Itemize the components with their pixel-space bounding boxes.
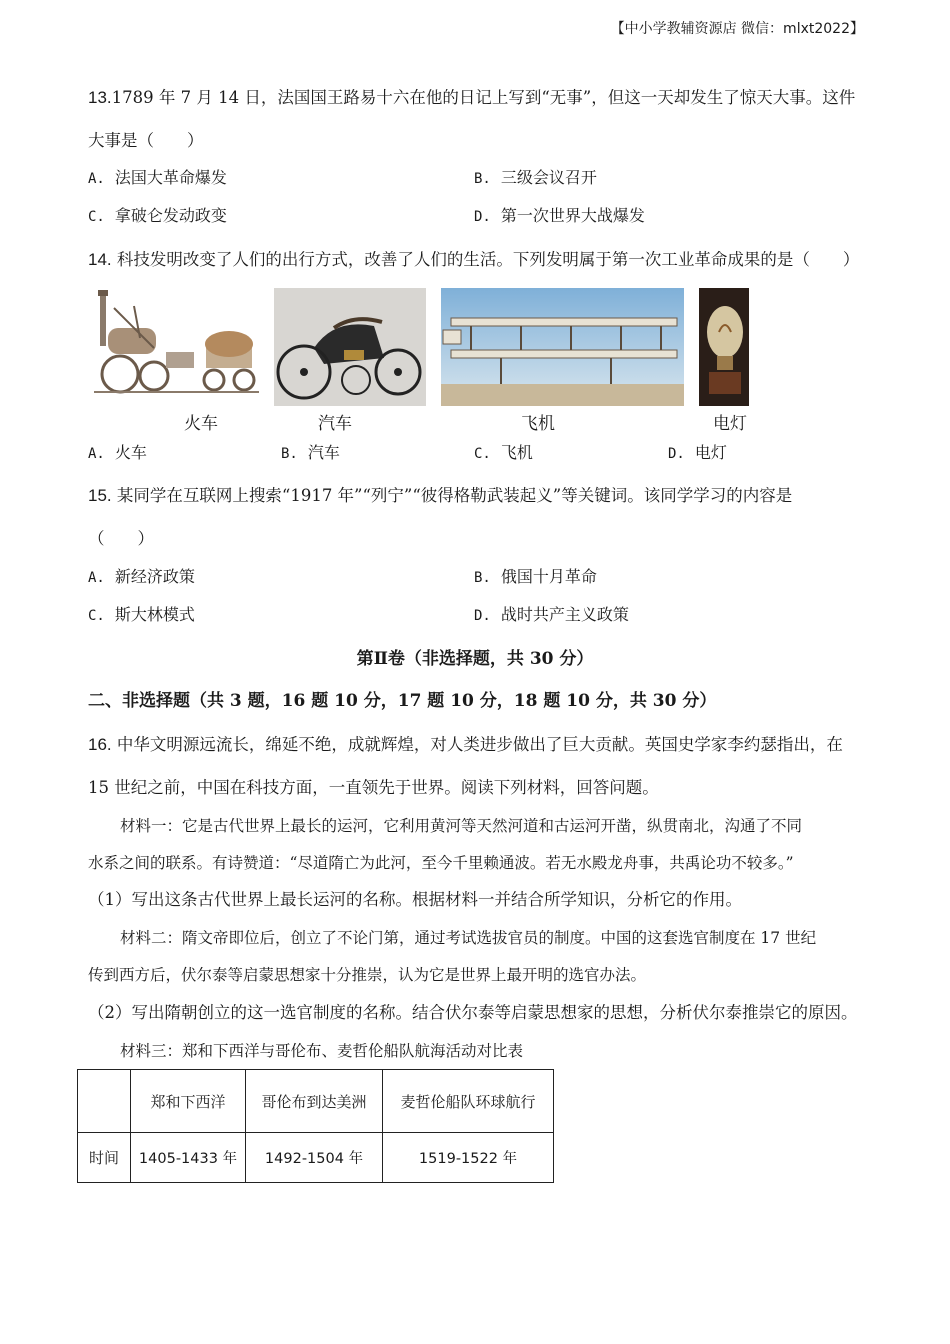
airplane-caption: 飞机 xyxy=(521,414,555,434)
section-title: 第Ⅱ卷（非选择题，共 30 分） xyxy=(356,649,594,669)
table-cell: 1492-1504 年 xyxy=(246,1133,383,1183)
train-image xyxy=(94,288,259,406)
option-d[interactable]: D. 第一次世界大战爆发 xyxy=(474,206,645,225)
question-16-line2: 15 世纪之前，中国在科技方面，一直领先于世界。阅读下列材料，回答问题。 xyxy=(88,778,659,797)
lightbulb-image xyxy=(699,288,749,406)
question-15-line2: （ ） xyxy=(88,529,154,548)
comparison-table xyxy=(77,1069,554,1183)
option-b[interactable]: B. 三级会议召开 xyxy=(474,168,597,187)
train-caption: 火车 xyxy=(184,414,218,434)
question-13-line2: 大事是（ ） xyxy=(88,131,204,150)
question-number: 16. xyxy=(88,735,112,754)
question-15 xyxy=(88,485,792,507)
table-header-row xyxy=(78,1070,554,1133)
table-header-cell: 郑和下西洋 xyxy=(131,1070,246,1133)
option-b[interactable]: B. 俄国十月革命 xyxy=(474,567,597,586)
option-b[interactable]: B. 汽车 xyxy=(281,443,340,462)
question-14 xyxy=(88,249,859,271)
lightbulb-caption: 电灯 xyxy=(713,414,747,434)
question-text: 1789 年 7 月 14 日，法国国王路易十六在他的日记上写到“无事”，但这一天却发生了惊天大事。这件 xyxy=(111,88,856,107)
question-number: 15. xyxy=(88,486,112,505)
material-2-line1: 材料二：隋文帝即位后，创立了不论门第，通过考试选拔官员的制度。中国的这套选官制度在 17 世纪 xyxy=(120,929,817,947)
table-row-label: 时间 xyxy=(78,1133,131,1183)
table-header-cell: 麦哲伦船队环球航行 xyxy=(383,1070,554,1133)
option-c[interactable]: C. 拿破仑发动政变 xyxy=(88,206,227,225)
question-13 xyxy=(88,87,855,109)
material-1-line1: 材料一：它是古代世界上最长的运河，它利用黄河等天然河道和古运河开凿，纵贯南北，沟通了不同 xyxy=(120,817,803,835)
question-text: 某同学在互联网上搜索“1917 年”“列宁”“彼得格勒武装起义”等关键词。该同学学习的内容是 xyxy=(116,486,793,505)
option-a[interactable]: A. 新经济政策 xyxy=(88,567,195,586)
question-number: 13. xyxy=(88,88,112,107)
airplane-image xyxy=(441,288,684,406)
option-c[interactable]: C. 飞机 xyxy=(474,443,533,462)
question-16 xyxy=(88,734,843,756)
table-header-cell: 哥伦布到达美洲 xyxy=(246,1070,383,1133)
option-a[interactable]: A. 火车 xyxy=(88,443,147,462)
option-d[interactable]: D. 电灯 xyxy=(668,443,727,462)
sub-question-2: （2）写出隋朝创立的这一选官制度的名称。结合伏尔泰等启蒙思想家的思想，分析伏尔泰推崇它的原因。 xyxy=(88,1003,858,1022)
car-image xyxy=(274,288,426,406)
table-cell: 1405-1433 年 xyxy=(131,1133,246,1183)
table-cell: 1519-1522 年 xyxy=(383,1133,554,1183)
section-subtitle: 二、非选择题（共 3 题，16 题 10 分，17 题 10 分，18 题 10 分，共 30 分） xyxy=(88,691,717,711)
table-header-cell xyxy=(78,1070,131,1133)
option-a[interactable]: A. 法国大革命爆发 xyxy=(88,168,227,187)
sub-question-1: （1）写出这条古代世界上最长运河的名称。根据材料一并结合所学知识，分析它的作用。 xyxy=(88,890,742,909)
car-caption: 汽车 xyxy=(318,414,352,434)
question-text: 中华文明源远流长，绵延不绝，成就辉煌，对人类进步做出了巨大贡献。英国史学家李约瑟指出，在 xyxy=(116,735,843,754)
option-d[interactable]: D. 战时共产主义政策 xyxy=(474,605,629,624)
material-2-line2: 传到西方后，伏尔泰等启蒙思想家十分推崇，认为它是世界上最开明的选官办法。 xyxy=(88,966,647,984)
header-watermark: 【中小学教辅资源店 微信：mlxt2022】 xyxy=(610,21,864,37)
option-c[interactable]: C. 斯大林模式 xyxy=(88,605,195,624)
table-row xyxy=(78,1133,554,1183)
material-3-title: 材料三：郑和下西洋与哥伦布、麦哲伦船队航海活动对比表 xyxy=(120,1042,524,1060)
question-number: 14. xyxy=(88,250,112,269)
material-1-line2: 水系之间的联系。有诗赞道：“尽道隋亡为此河，至今千里赖通波。若无水殿龙舟事，共禹论功不较多。” xyxy=(88,854,794,872)
question-text: 科技发明改变了人们的出行方式，改善了人们的生活。下列发明属于第一次工业革命成果的是（ ） xyxy=(116,250,860,269)
